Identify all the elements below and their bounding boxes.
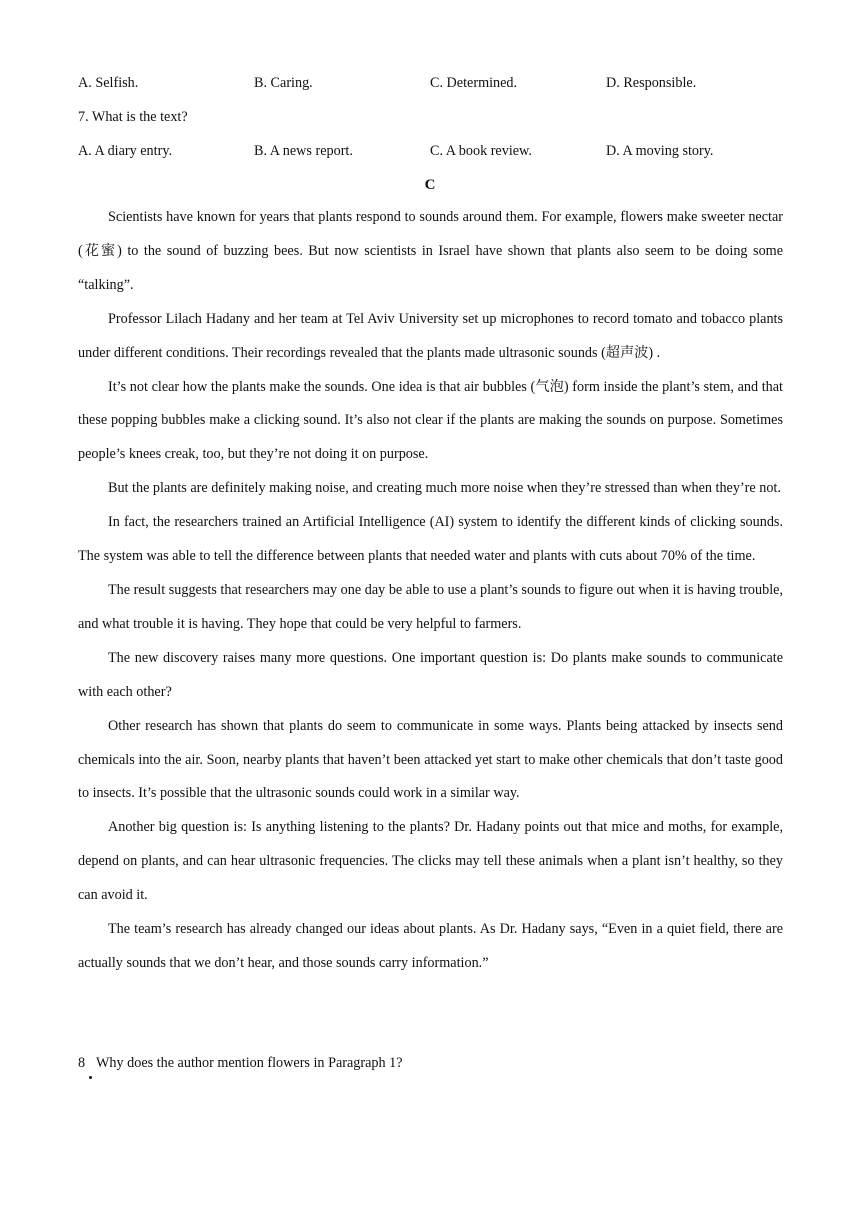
passage-paragraph-4: But the plants are definitely making noise, and creating much more noise when they’re stressed than when they’re not. <box>108 480 781 497</box>
passage-paragraph-10: The team’s research has already changed our ideas about plants. As Dr. Hadany says, “Even in a quiet field, there are actually sounds that we don’t hear, and those sounds carry information.” <box>78 921 783 971</box>
question-number-dot <box>89 1076 92 1079</box>
reading-passage <box>78 201 783 981</box>
question-8-stem: Why does the author mention flowers in Paragraph 1? <box>96 1055 403 1071</box>
question-8-number: 8 <box>78 1055 86 1071</box>
question-8 <box>78 1053 403 1073</box>
option-b: B. Caring. <box>254 75 313 91</box>
passage-paragraph-8: Other research has shown that plants do seem to communicate in some ways. Plants being attacked by insects send chemicals into the air. Soon, nearby plants that haven’t been attacked yet start to make other chemicals that don’t taste good to insects. It’s possible that the ultrasonic sounds could work in a similar way. <box>78 717 783 802</box>
question-6-options <box>78 73 798 93</box>
option-a: A. Selfish. <box>78 75 139 91</box>
question-7-stem: 7. What is the text? <box>78 109 188 125</box>
passage-paragraph-2: Professor Lilach Hadany and her team at Tel Aviv University set up microphones to record tomato and tobacco plants under different conditions. Their recordings revealed that the plants made ultrasonic sounds (超声波) . <box>78 310 783 361</box>
passage-paragraph-1: Scientists have known for years that plants respond to sounds around them. For example, flowers make sweeter nectar (花蜜) to the sound of buzzing bees. But now scientists in Israel have shown that plants also seem to be doing some “talking”. <box>78 209 783 293</box>
option-c: C. Determined. <box>430 75 518 91</box>
passage-paragraph-3: It’s not clear how the plants make the sounds. One idea is that air bubbles (气泡) form inside the plant’s stem, and that these popping bubbles make a clicking sound. It’s also not clear if the plants are making the sounds on purpose. Sometimes people’s knees creak, too, but they’re not doing it on purpose. <box>78 378 783 463</box>
passage-paragraph-6: The result suggests that researchers may one day be able to use a plant’s sounds to figure out when it is having trouble, and what trouble it is having. They hope that could be very helpful to farmers. <box>78 581 783 632</box>
option-c: C. A book review. <box>430 143 532 159</box>
passage-paragraph-5: In fact, the researchers trained an Artificial Intelligence (AI) system to identify the different kinds of clicking sounds. The system was able to tell the difference between plants that needed water and plants with cuts about 70% of the time. <box>78 514 783 565</box>
section-heading: C <box>424 177 436 193</box>
passage-paragraph-7: The new discovery raises many more questions. One important question is: Do plants make sounds to communicate with each other? <box>78 649 783 700</box>
option-d: D. A moving story. <box>606 143 714 159</box>
option-a: A. A diary entry. <box>78 143 173 159</box>
option-d: D. Responsible. <box>606 75 697 91</box>
passage-paragraph-9: Another big question is: Is anything listening to the plants? Dr. Hadany points out that mice and moths, for example, depend on plants, and can hear ultrasonic frequencies. The clicks may tell these animals when a plant isn’t healthy, so they can avoid it. <box>78 819 783 904</box>
option-b: B. A news report. <box>254 143 353 159</box>
question-7-options <box>78 141 798 161</box>
